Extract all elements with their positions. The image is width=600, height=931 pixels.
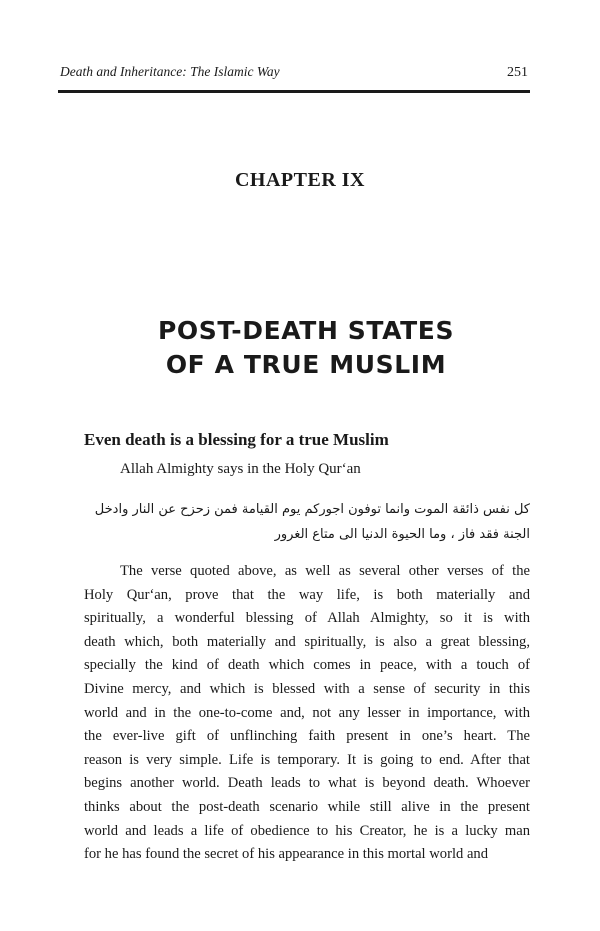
running-head: [60, 64, 528, 81]
paragraph-line: world and in the one-to-come and, not any lesser in importance, with: [84, 704, 530, 721]
paragraph-line: the ever-live gift of unflinching faith present in one’s heart. The: [84, 728, 530, 745]
section-heading: Even death is a blessing for a true Muslim: [84, 430, 389, 449]
paragraph-line: Divine mercy, and which is blessed with a sense of security in this: [84, 680, 530, 697]
running-title: Death and Inheritance: The Islamic Way: [60, 64, 280, 79]
page-number: 251: [507, 65, 528, 80]
chapter-title-line: POST-DEATH STATES: [157, 316, 455, 345]
paragraph-line: Holy Qur‘an, prove that the way life, is both materially and: [84, 586, 530, 603]
chapter-title: [0, 314, 600, 382]
intro-line: Allah Almighty says in the Holy Qur‘an: [120, 461, 361, 477]
paragraph-line: specially the kind of death which comes in peace, with a touch of: [84, 657, 530, 674]
paragraph-line: death which, both materially and spiritually, is also a great blessing,: [84, 633, 530, 650]
chapter-label: CHAPTER IX: [234, 169, 365, 191]
header-rule: [58, 90, 530, 93]
paragraph-line: world and leads a life of obedience to his Creator, he is a lucky man: [84, 822, 530, 839]
paragraph-line: begins another world. Death leads to what is beyond death. Whoever: [84, 775, 530, 792]
paragraph-line: spiritually, a wonderful blessing of Allah Almighty, so it is with: [84, 610, 530, 627]
paragraph-line: reason is very simple. Life is temporary. It is going to end. After that: [84, 751, 530, 768]
body-paragraph: [84, 560, 530, 867]
verse-line: كل نفس ذائقة الموت وانما توفون اجوركم يوم القيامة فمن زحزح عن النار وادخل: [94, 502, 530, 517]
chapter-title-line: OF A TRUE MUSLIM: [165, 350, 447, 379]
paragraph-line: for he has found the secret of his appearance in this mortal world and: [84, 846, 489, 863]
arabic-verse: [84, 497, 530, 547]
paragraph-line: thinks about the post-death scenario while still alive in the present: [84, 798, 530, 815]
verse-line: الجنة فقد فاز ، وما الحيوة الدنيا الى متاع الغرور: [274, 527, 530, 542]
paragraph-line: The verse quoted above, as well as several other verses of the: [120, 563, 530, 579]
